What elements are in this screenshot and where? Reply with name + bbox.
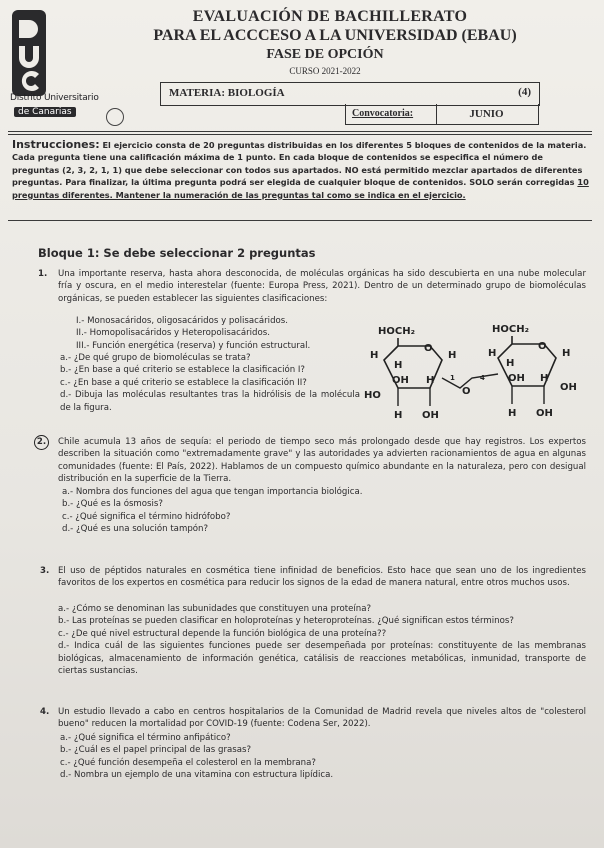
label-o-right: O bbox=[538, 341, 547, 352]
question-1-items bbox=[76, 315, 361, 352]
block-title: Bloque 1: Se debe seleccionar 2 preguntas bbox=[38, 246, 316, 260]
question-part-d: d.- Nombra un ejemplo de una vitamina con estructura lipídica. bbox=[60, 770, 334, 781]
question-part-d: d.- ¿Qué es una solución tampón? bbox=[62, 524, 209, 535]
convocatoria-box bbox=[345, 104, 437, 125]
classification-2: II.- Homopolisacáridos y Heteropolisacáridos. bbox=[76, 328, 270, 339]
instructions-lead: Instrucciones: bbox=[12, 138, 100, 151]
subject-code: (4) bbox=[518, 86, 531, 98]
header-divider bbox=[8, 131, 592, 132]
question-part-b: b.- ¿Qué es la ósmosis? bbox=[62, 499, 163, 510]
question-part-d: d.- Dibuja las moléculas resultantes tras la hidrólisis de la molécula de la figura. bbox=[60, 390, 360, 413]
label-oh-4: OH bbox=[422, 410, 439, 421]
instructions-text-2: 10 preguntas diferentes. Mantener la numeración de las preguntas tal como se indica en el ejercicio. bbox=[12, 177, 589, 200]
exam-title: EVALUACIÓN DE BACHILLERATO bbox=[192, 8, 468, 25]
question-part-b: b.- ¿Cuál es el papel principal de las grasas? bbox=[60, 745, 252, 756]
question-number: 3. bbox=[40, 566, 50, 576]
label-h-9: H bbox=[394, 410, 403, 421]
question-1-parts bbox=[60, 352, 360, 414]
label-ho: HO bbox=[364, 390, 381, 401]
question-part-a: a.- ¿De qué grupo de biomoléculas se trata? bbox=[60, 353, 251, 363]
label-oh-5: OH bbox=[536, 408, 553, 419]
label-o-bridge: O bbox=[462, 386, 471, 397]
label-h-5: H bbox=[394, 360, 403, 371]
label-link-1: 1 bbox=[450, 374, 455, 382]
label-h-7: H bbox=[426, 375, 435, 386]
label-h-6: H bbox=[506, 358, 515, 369]
question-4-parts bbox=[60, 732, 580, 782]
label-h-4: H bbox=[562, 348, 571, 359]
question-2-parts bbox=[62, 486, 582, 536]
instructions-divider bbox=[8, 220, 592, 221]
instructions bbox=[12, 139, 590, 201]
label-link-4: 4 bbox=[480, 374, 485, 382]
university-logo bbox=[10, 8, 126, 126]
label-oh-1: OH bbox=[392, 375, 409, 386]
exam-course: CURSO 2021-2022 bbox=[289, 66, 361, 76]
question-part-b: b.- ¿En base a qué criterio se establece la clasificación I? bbox=[60, 365, 305, 376]
question-intro: El uso de péptidos naturales en cosmética tiene infinidad de beneficios. Esto hace que sean uno de los ingredientes favoritos de los expertos en cosmética para reducir los signos de la edad de manera natural, entre otros muchos usos. bbox=[58, 566, 586, 589]
question-intro: Chile acumula 13 años de sequía: el periodo de tiempo seco más prolongado desde que hay registros. Los expertos describen la situación como "extremadamente grave" y las autoridades ya advierten racionamientos de agua en algunas comunidades (fuente: El País, 2022). Hablamos de un compuesto químico abundante en la naturaleza, pero con desigual distribución en la superficie de la Tierra. bbox=[58, 437, 586, 485]
logo-caption-line1: Distrito Universitario bbox=[10, 93, 99, 103]
label-o-left: O bbox=[424, 343, 433, 354]
question-number: 4. bbox=[40, 707, 50, 717]
label-h-8: H bbox=[540, 373, 549, 384]
disaccharide-figure bbox=[360, 318, 600, 428]
question-part-b: b.- Las proteínas se pueden clasificar en holoproteínas y heteroproteínas. ¿Qué significan estos términos? bbox=[58, 616, 514, 627]
seal-icon bbox=[106, 108, 124, 126]
label-hoch2-right: HOCH₂ bbox=[492, 324, 529, 335]
label-h-10: H bbox=[508, 408, 517, 419]
header-divider-2 bbox=[8, 134, 592, 135]
logo-caption-line2: de Canarias bbox=[14, 107, 76, 117]
question-part-c: c.- ¿Qué función desempeña el colesterol en la membrana? bbox=[60, 757, 316, 768]
question-part-a: a.- ¿Qué significa el término anfipático? bbox=[60, 733, 231, 743]
subject-box bbox=[160, 82, 540, 106]
subject-label: MATERIA: BIOLOGÍA bbox=[169, 87, 285, 99]
label-h-1: H bbox=[370, 350, 379, 361]
exam-phase: FASE DE OPCIÓN bbox=[266, 47, 384, 62]
convocatoria-value: JUNIO bbox=[469, 108, 504, 120]
label-h-2: H bbox=[448, 350, 457, 361]
question-3-parts bbox=[58, 603, 586, 677]
label-oh-3: OH bbox=[560, 382, 577, 393]
label-hoch2-left: HOCH₂ bbox=[378, 326, 415, 337]
question-part-a: a.- ¿Cómo se denominan las subunidades que constituyen una proteína? bbox=[58, 604, 372, 614]
duc-logo-icon bbox=[10, 8, 52, 98]
convocatoria-value-box bbox=[435, 104, 539, 125]
question-number-circled: 2. bbox=[34, 435, 49, 450]
question-part-c: c.- ¿En base a qué criterio se establece la clasificación II? bbox=[60, 377, 307, 388]
question-intro: Una importante reserva, hasta ahora desconocida, de moléculas orgánicas ha sido descubierta en una nube molecular fría y oscura, en el medio interestelar (fuente: Europa Press, 2021). Dentro de un determinado grupo de biomoléculas orgánicas, se pueden establecer las siguientes clasificaciones: bbox=[58, 269, 586, 304]
question-number: 1. bbox=[38, 269, 48, 279]
question-intro: Un estudio llevado a cabo en centros hospitalarios de la Comunidad de Madrid revela que niveles altos de "colesterol bueno" reducen la mortalidad por COVID-19 (fuente: Codena Ser, 2022). bbox=[58, 707, 586, 730]
classification-3: III.- Función energética (reserva) y función estructural. bbox=[76, 340, 311, 351]
question-part-d: d.- Indica cuál de las siguientes funciones puede ser desempeñada por proteínas: constituyente de las membranas biológicas, almacenamiento de información genética, catálisis de reacciones metabólicas, inmunidad, transporte de ciertas sustancias. bbox=[58, 641, 586, 677]
classification-1: I.- Monosacáridos, oligosacáridos y polisacáridos. bbox=[76, 316, 288, 326]
label-oh-2: OH bbox=[508, 373, 525, 384]
question-part-a: a.- Nombra dos funciones del agua que tengan importancia biológica. bbox=[62, 487, 363, 497]
question-part-c: c.- ¿Qué significa el término hidrófobo? bbox=[62, 511, 231, 522]
instructions-text: El ejercicio consta de 20 preguntas distribuidas en los diferentes 5 bloques de contenidos de la materia. Cada pregunta tiene una calificación máxima de 1 punto. En cada bloque de contenidos se especifica el número de preguntas (2, 3, 2, 1, 1) que debe seleccionar con todos sus apartados. NO está permitido mezclar apartados de diferentes preguntas. Para finalizar, la última pregunta podrá ser elegida de cualquier bloque de contenidos. SOLO serán corregidas bbox=[12, 140, 587, 188]
label-h-3: H bbox=[488, 348, 497, 359]
question-part-c: c.- ¿De qué nivel estructural depende la función biológica de una proteína?? bbox=[58, 628, 387, 639]
exam-subtitle: PARA EL ACCCESO A LA UNIVERSIDAD (EBAU) bbox=[153, 27, 517, 44]
convocatoria-label: Convocatoria: bbox=[352, 108, 414, 119]
